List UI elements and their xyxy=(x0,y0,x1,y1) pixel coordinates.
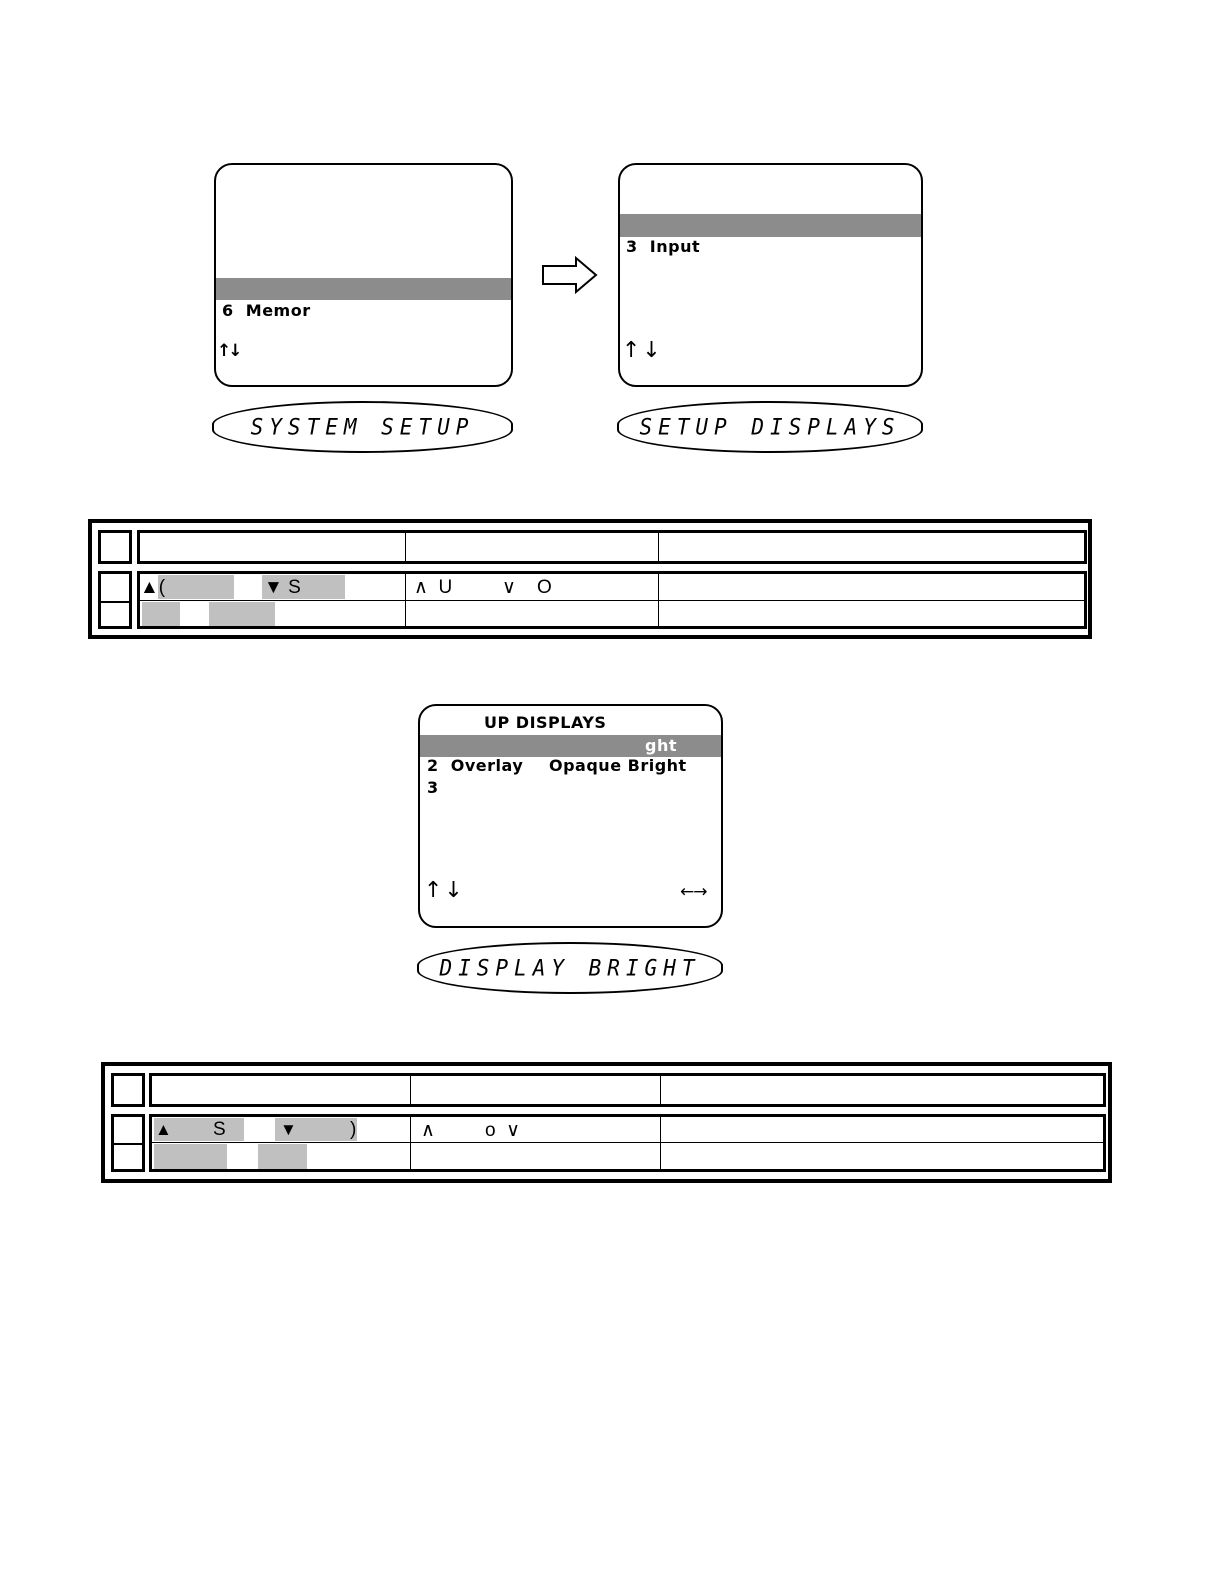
gray-highlight xyxy=(154,1144,227,1169)
table-index-cell xyxy=(111,1073,145,1107)
divider xyxy=(660,1076,661,1104)
system-setup-label xyxy=(212,401,513,453)
divider xyxy=(658,533,659,561)
setup-displays-text: SETUP DISPLAYS xyxy=(639,414,901,440)
display-bright-screen xyxy=(418,704,723,928)
gray-highlight xyxy=(142,602,180,626)
button-down-text: ▼ S xyxy=(264,577,301,598)
setup-displays-screen xyxy=(618,163,923,387)
function-down-text: o ∨ xyxy=(485,1120,521,1141)
right-arrow-icon xyxy=(540,255,600,295)
up-down-arrows-icon: ↑↓ xyxy=(424,878,465,903)
menu-item-input: 3 Input xyxy=(626,237,701,256)
screen-title: UP DISPLAYS xyxy=(484,713,607,732)
menu-item-3: 3 xyxy=(427,778,439,797)
menu-item-overlay: 2 Overlay xyxy=(427,756,524,775)
system-setup-text: SYSTEM SETUP xyxy=(250,414,475,440)
highlight-bar xyxy=(216,278,511,300)
gray-highlight xyxy=(258,1144,307,1169)
divider xyxy=(140,600,1084,601)
function-up-text: ∧ U xyxy=(414,577,453,598)
divider xyxy=(410,1117,411,1169)
menu-item-brightness-tail: ght xyxy=(645,736,677,755)
divider xyxy=(114,1143,142,1145)
button-up-text: ▲( xyxy=(140,577,166,598)
divider xyxy=(101,601,129,603)
up-down-arrows-icon: ↑↓ xyxy=(217,341,240,361)
menu-item-overlay-value: Opaque Bright xyxy=(549,756,687,775)
button-paren-text: ) xyxy=(350,1119,357,1140)
button-table-2 xyxy=(101,1062,1112,1183)
button-s-text: S xyxy=(213,1119,226,1140)
display-bright-text: DISPLAY BRIGHT xyxy=(439,955,701,981)
up-down-arrows-icon: ↑↓ xyxy=(622,338,663,363)
system-setup-screen xyxy=(214,163,513,387)
highlight-bar xyxy=(620,214,921,237)
menu-item-memory: 6 Memor xyxy=(222,301,311,320)
setup-displays-label xyxy=(617,401,923,453)
divider xyxy=(152,1142,1103,1143)
left-right-arrows-icon: ←→ xyxy=(680,882,707,902)
table-index-cell xyxy=(98,571,132,629)
function-down-text: ∨ O xyxy=(502,577,552,598)
divider xyxy=(660,1117,661,1169)
button-down-text: ▼ xyxy=(280,1120,297,1139)
button-table-1 xyxy=(88,519,1092,639)
table-header-row xyxy=(137,530,1087,564)
gray-highlight xyxy=(209,602,275,626)
table-header-row xyxy=(149,1073,1106,1107)
gray-highlight xyxy=(158,575,234,599)
button-up-text: ▲ xyxy=(155,1120,172,1139)
divider xyxy=(405,533,406,561)
table-index-cell xyxy=(98,530,132,564)
display-bright-label xyxy=(417,942,723,994)
divider xyxy=(410,1076,411,1104)
function-up-text: ∧ xyxy=(421,1120,435,1141)
